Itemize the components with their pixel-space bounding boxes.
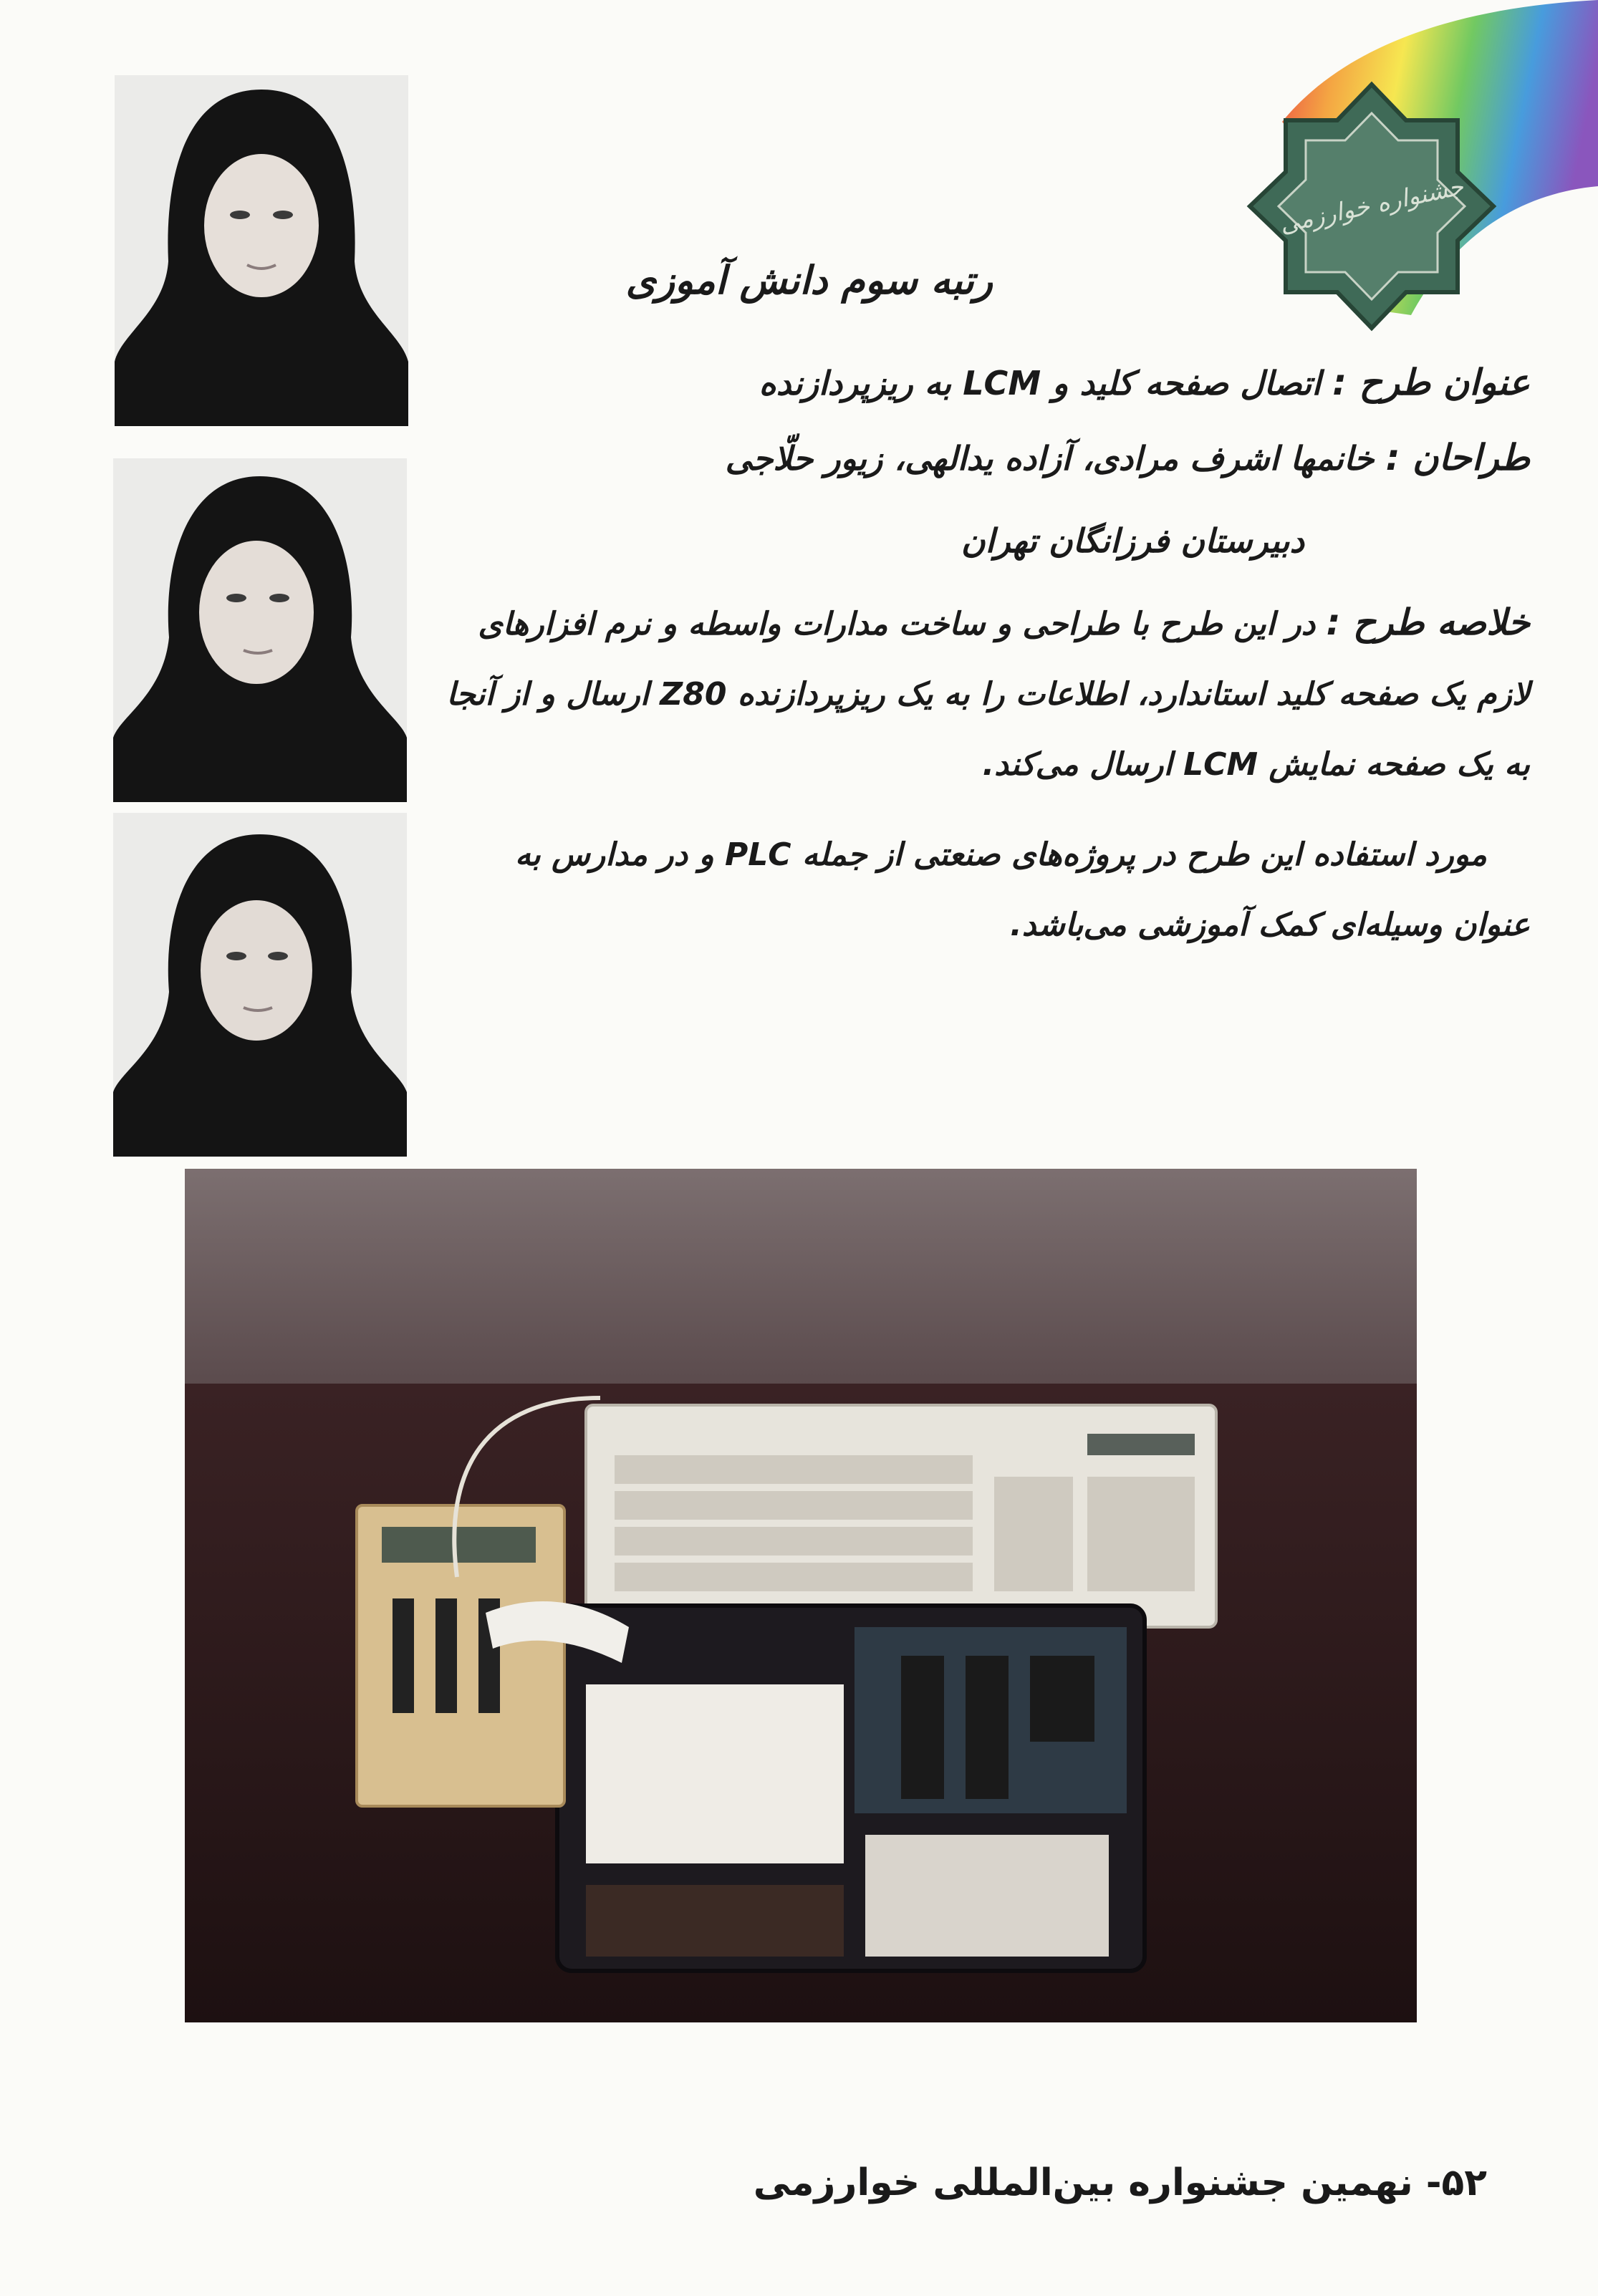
school-name: دبیرستان فرزانگان تهران xyxy=(961,521,1304,560)
designers-value: خانمها اشرف مرادی، آزاده یدالهی، زیور حلّاجی xyxy=(725,439,1375,478)
portrait-photo-3 xyxy=(113,813,407,1157)
designers-line xyxy=(527,437,1530,478)
device-photo xyxy=(185,1169,1417,2022)
usage-paragraph: مورد استفاده این طرح در پروژه‌های صنعتی از جمله PLC و در مدارس به عنوان وسیله‌ای کمک آموزشی می‌باشد. xyxy=(514,836,1530,943)
summary-text: در این طرح با طراحی و ساخت مدارات واسطه و نرم افزارهای لازم یک صفحه کلید استاندارد، اطلاعات را به یک ریزپردازنده Z80 ارسال و از آنجا به یک صفحه نمایش LCM ارسال می‌کند. xyxy=(446,606,1530,783)
portrait-photo-2 xyxy=(113,458,407,802)
designers-label: طراحان : xyxy=(1385,437,1530,478)
project-title-label: عنوان طرح : xyxy=(1332,362,1530,403)
project-title-line xyxy=(759,362,1530,403)
summary-label: خلاصه طرح : xyxy=(1326,602,1530,643)
summary-paragraph xyxy=(441,587,1530,800)
rank-title: رتبه سوم دانش آموزی xyxy=(625,258,993,303)
emblem-caption: جشنواره خوارزمی xyxy=(1276,172,1466,239)
page-footer: ۵۲- نهمین جشنواره بین‌المللی خوارزمی xyxy=(753,2161,1487,2204)
festival-emblem xyxy=(1243,77,1501,335)
project-title-value: اتصال صفحه کلید و LCM به ریزپردازنده xyxy=(759,364,1322,402)
portrait-photo-1 xyxy=(115,75,408,426)
